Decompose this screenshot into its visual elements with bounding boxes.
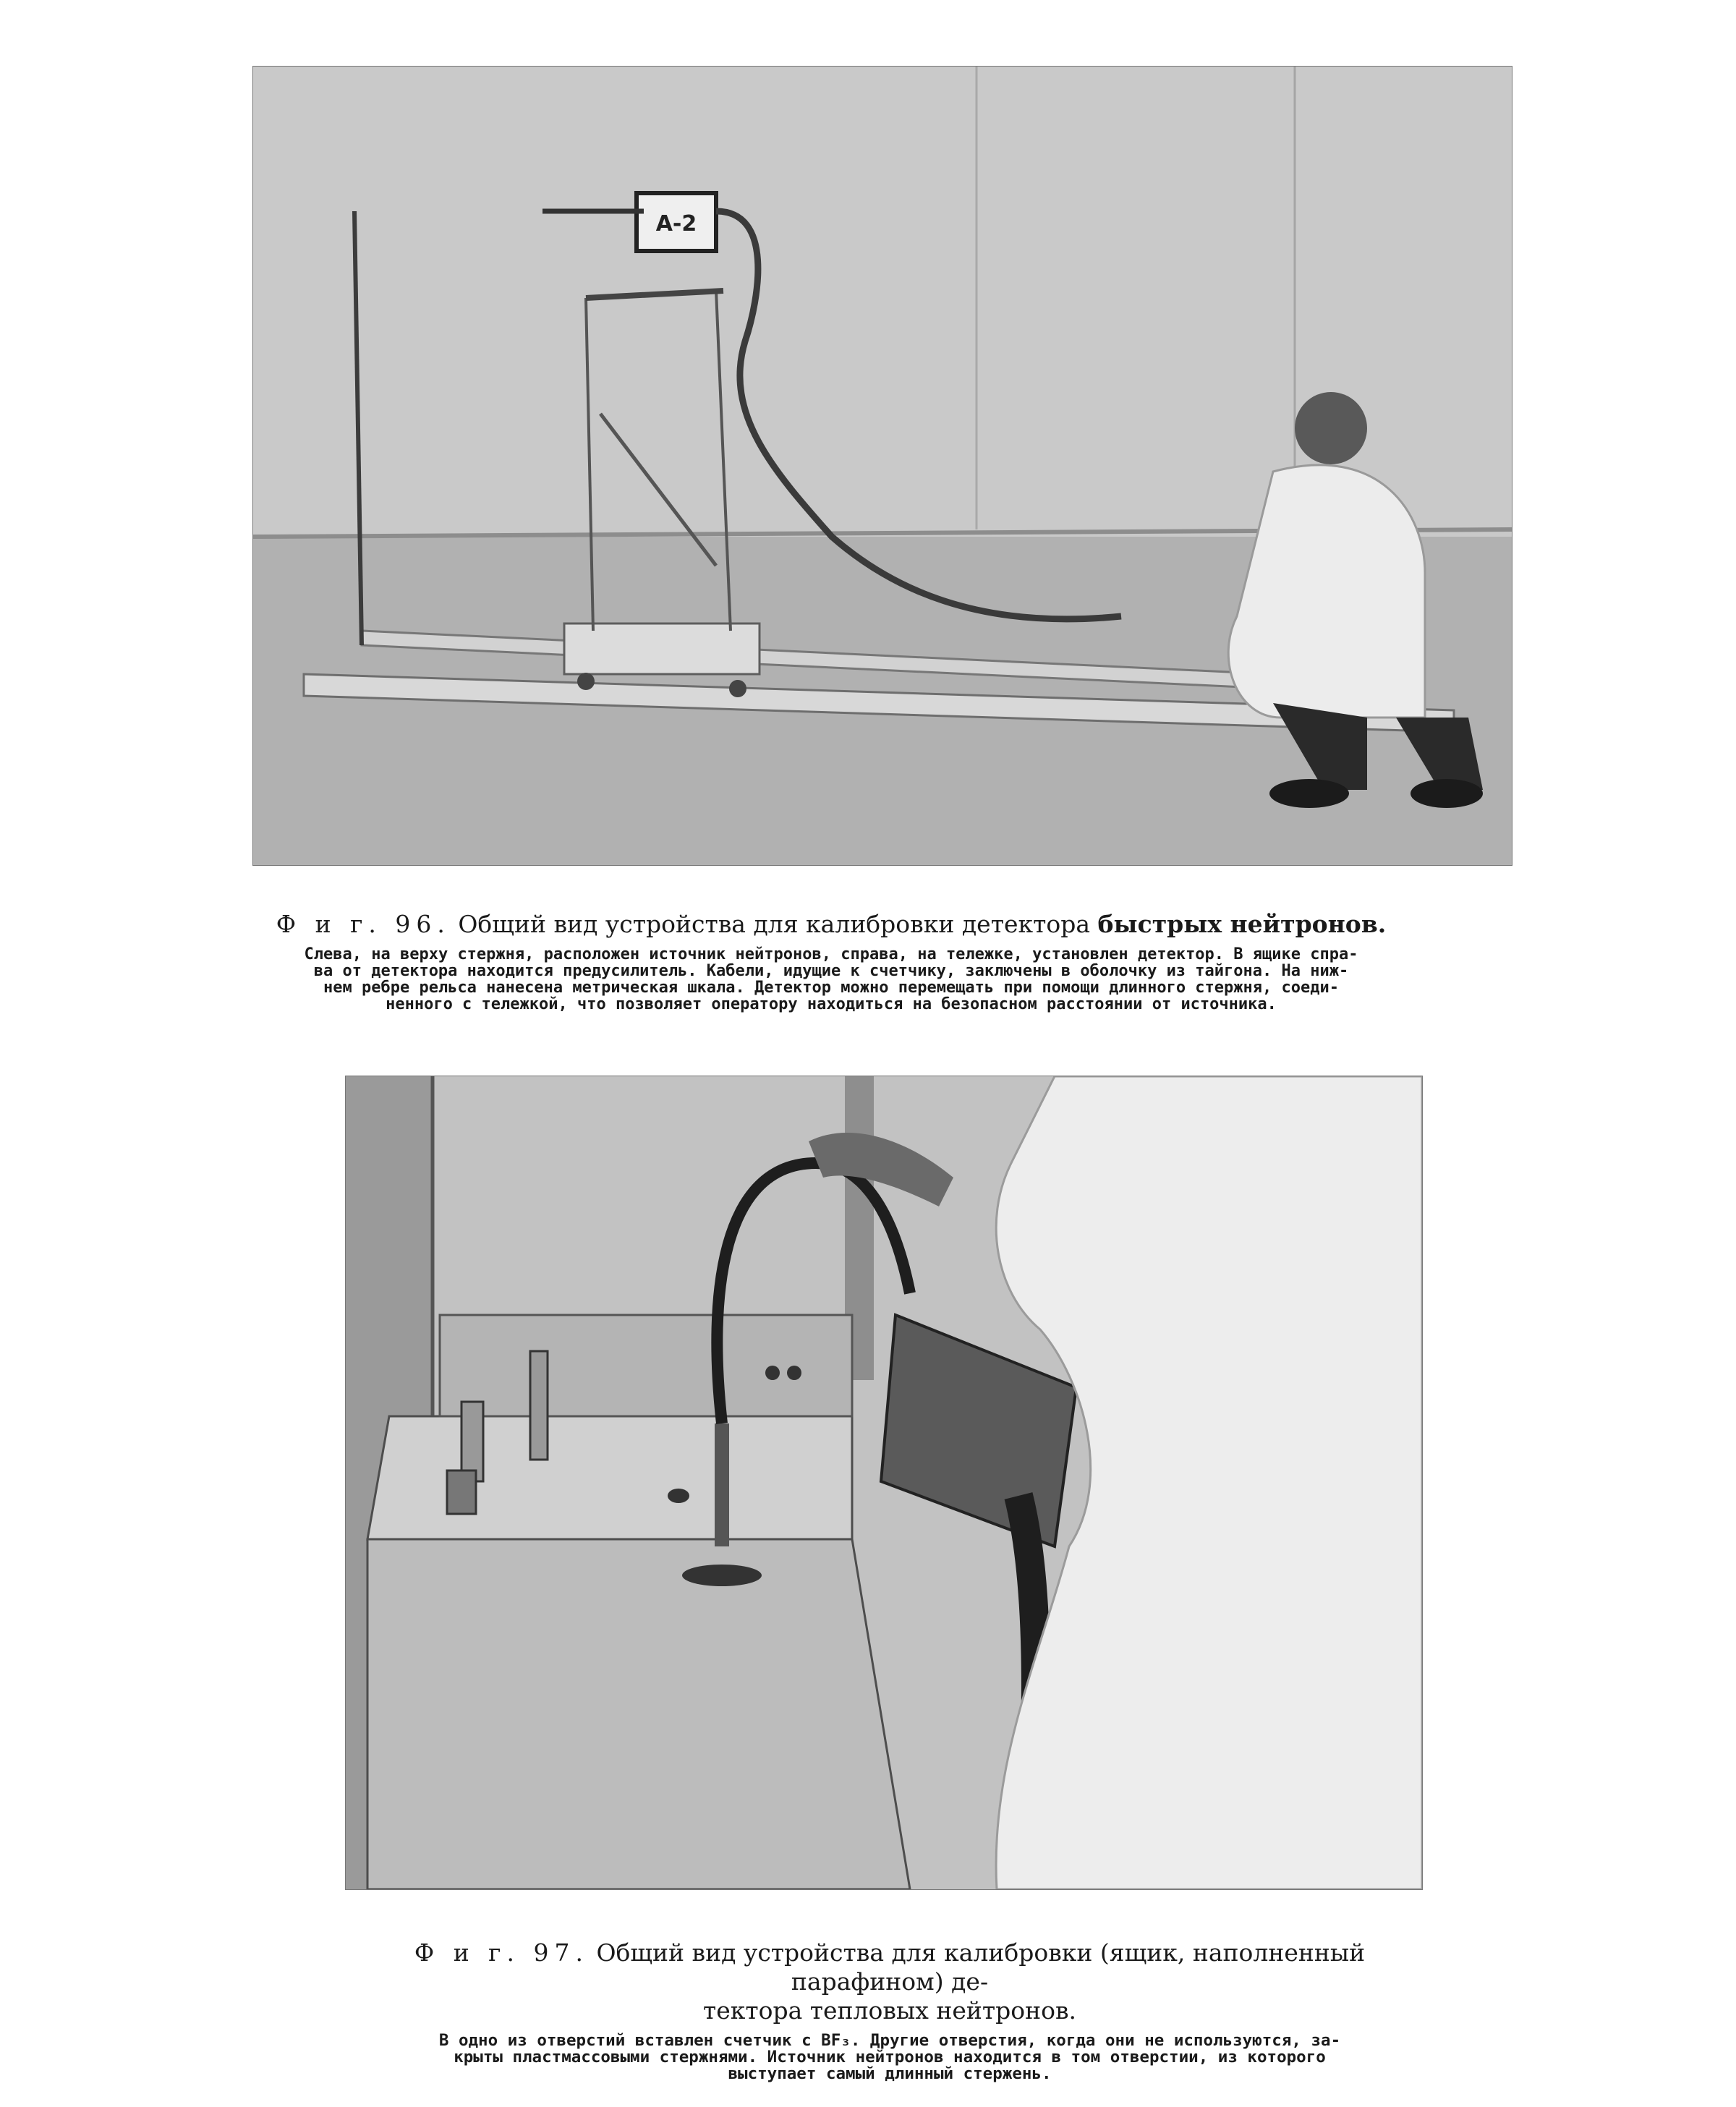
figure-96-photo [252,66,1512,866]
figure-97-title-line1: Общий вид устройства для калибровки (ящик, наполненный парафином) де- [596,1938,1366,1996]
figure-96-title-bold: быстрых нейтронов. [1097,910,1387,938]
figure-97-title-line2: тектора тепловых нейтронов. [702,1996,1077,2025]
figure-96-title-text: Общий вид устройства для калибровки детектора [458,910,1091,938]
caption-line: ненного с тележкой, что позволяет оператору находиться на безопасном расстоянии от источника. [386,995,1277,1013]
caption-line: Слева, на верху стержня, расположен источник нейтронов, справа, на тележке, установлен детектор. В ящике спра- [304,945,1358,963]
caption-line: крыты пластмассовыми стержнями. Источник нейтронов находится в том отверстии, из которого [454,2048,1326,2066]
caption-line: В одно из отверстий вставлен счетчик с BF₃. Другие отверстия, когда они не используются, за- [438,2031,1341,2050]
caption-line: выступает самый длинный стержень. [728,2064,1052,2083]
figure-96-title [252,910,1410,939]
detector-box-label: A-2 [655,211,697,237]
figure-97-caption [347,1938,1432,2082]
figure-96-label: Ф и г. 96. [276,910,451,938]
caption-line: ва от детектора находится предусилитель. Кабели, идущие к счетчику, заключены в оболочку из тайгона. На ниж- [313,962,1349,980]
figure-97-photo [345,1076,1423,1890]
figure-97-description [347,2032,1432,2082]
figure-97-title [347,1938,1432,2025]
figure-96-description [252,946,1410,1013]
figure-97-label: Ф и г. 97. [414,1938,589,1967]
figure-96-caption [252,910,1410,1013]
caption-line: нем ребре рельса нанесена метрическая шкала. Детектор можно перемещать при помощи длинного стержня, соеди- [323,979,1339,997]
